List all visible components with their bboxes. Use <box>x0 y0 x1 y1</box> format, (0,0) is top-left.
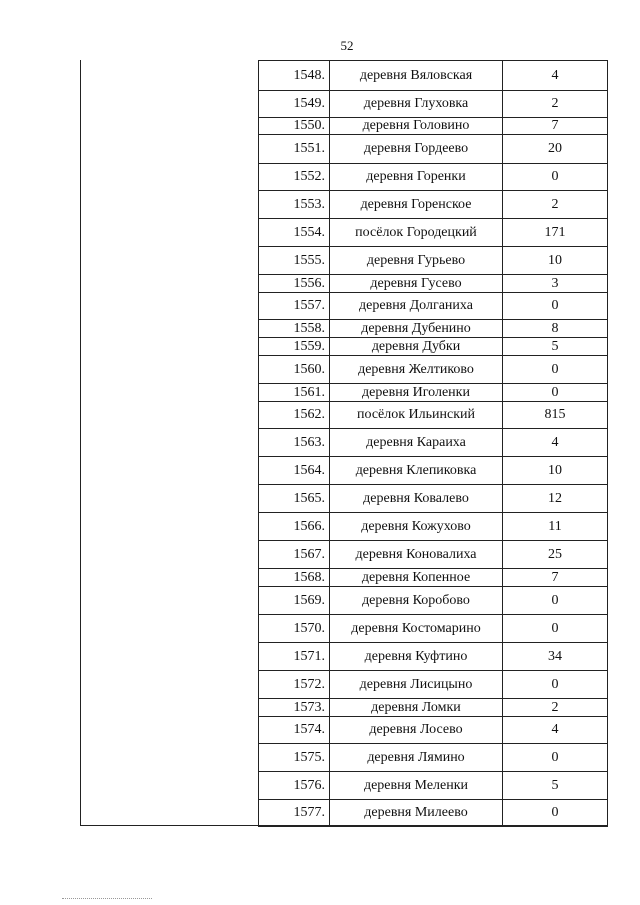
settlement-name: деревня Меленки <box>330 772 503 800</box>
row-number: 1573. <box>259 699 330 717</box>
table-row <box>259 356 608 384</box>
settlement-value: 2 <box>503 699 608 717</box>
settlement-name: деревня Кожухово <box>330 513 503 541</box>
settlement-name: посёлок Городецкий <box>330 219 503 247</box>
table-row <box>259 61 608 91</box>
settlement-value: 0 <box>503 800 608 827</box>
table-row <box>259 293 608 320</box>
settlement-value: 2 <box>503 91 608 118</box>
row-number: 1577. <box>259 800 330 827</box>
row-number: 1551. <box>259 135 330 164</box>
table-row <box>259 191 608 219</box>
settlement-value: 0 <box>503 671 608 699</box>
settlement-value: 7 <box>503 569 608 587</box>
table-row <box>259 320 608 338</box>
settlement-name: деревня Гордеево <box>330 135 503 164</box>
row-number: 1568. <box>259 569 330 587</box>
settlement-value: 0 <box>503 587 608 615</box>
settlement-value: 0 <box>503 615 608 643</box>
table-row <box>259 800 608 827</box>
settlement-value: 34 <box>503 643 608 671</box>
page-number: 52 <box>340 38 354 53</box>
row-number: 1549. <box>259 91 330 118</box>
settlement-value: 815 <box>503 402 608 429</box>
table-row <box>259 91 608 118</box>
settlement-name: посёлок Ильинский <box>330 402 503 429</box>
table-row <box>259 744 608 772</box>
table-row <box>259 219 608 247</box>
row-number: 1559. <box>259 338 330 356</box>
settlement-value: 0 <box>503 744 608 772</box>
row-number: 1557. <box>259 293 330 320</box>
settlement-name: деревня Гурьево <box>330 247 503 275</box>
settlement-value: 10 <box>503 247 608 275</box>
settlement-value: 25 <box>503 541 608 569</box>
settlement-value: 3 <box>503 275 608 293</box>
row-number: 1556. <box>259 275 330 293</box>
settlement-value: 8 <box>503 320 608 338</box>
settlement-name: деревня Вяловская <box>330 61 503 91</box>
row-number: 1554. <box>259 219 330 247</box>
table-row <box>259 699 608 717</box>
table-row <box>259 457 608 485</box>
table-row <box>259 402 608 429</box>
settlement-name: деревня Долганиха <box>330 293 503 320</box>
row-number: 1564. <box>259 457 330 485</box>
settlement-name: деревня Ковалево <box>330 485 503 513</box>
settlement-name: деревня Костомарино <box>330 615 503 643</box>
row-number: 1569. <box>259 587 330 615</box>
table-row <box>259 569 608 587</box>
settlement-value: 171 <box>503 219 608 247</box>
settlement-name: деревня Горенское <box>330 191 503 219</box>
settlement-value: 12 <box>503 485 608 513</box>
table-row <box>259 772 608 800</box>
row-number: 1550. <box>259 118 330 135</box>
row-number: 1574. <box>259 717 330 744</box>
settlement-value: 0 <box>503 164 608 191</box>
table-row <box>259 587 608 615</box>
settlement-value: 7 <box>503 118 608 135</box>
table-row <box>259 717 608 744</box>
table-row <box>259 247 608 275</box>
settlement-name: деревня Лисицыно <box>330 671 503 699</box>
settlement-name: деревня Гусево <box>330 275 503 293</box>
table-row <box>259 275 608 293</box>
table-row <box>259 485 608 513</box>
settlement-value: 0 <box>503 384 608 402</box>
settlement-name: деревня Желтиково <box>330 356 503 384</box>
row-number: 1562. <box>259 402 330 429</box>
row-number: 1555. <box>259 247 330 275</box>
settlement-value: 11 <box>503 513 608 541</box>
table-row <box>259 429 608 457</box>
settlement-value: 2 <box>503 191 608 219</box>
row-number: 1576. <box>259 772 330 800</box>
settlement-name: деревня Коробово <box>330 587 503 615</box>
row-number: 1566. <box>259 513 330 541</box>
row-number: 1565. <box>259 485 330 513</box>
settlement-value: 0 <box>503 293 608 320</box>
table-row <box>259 513 608 541</box>
settlement-name: деревня Глуховка <box>330 91 503 118</box>
settlement-value: 20 <box>503 135 608 164</box>
settlement-name: деревня Дубки <box>330 338 503 356</box>
table-row <box>259 164 608 191</box>
row-number: 1567. <box>259 541 330 569</box>
settlement-name: деревня Ломки <box>330 699 503 717</box>
settlement-value: 10 <box>503 457 608 485</box>
row-number: 1575. <box>259 744 330 772</box>
footer-mark <box>62 898 152 902</box>
table-row <box>259 118 608 135</box>
settlement-value: 4 <box>503 61 608 91</box>
settlement-name: деревня Караиха <box>330 429 503 457</box>
row-number: 1552. <box>259 164 330 191</box>
settlement-name: деревня Копенное <box>330 569 503 587</box>
settlement-value: 5 <box>503 338 608 356</box>
table-row <box>259 384 608 402</box>
settlement-name: деревня Дубенино <box>330 320 503 338</box>
row-number: 1558. <box>259 320 330 338</box>
row-number: 1560. <box>259 356 330 384</box>
settlement-value: 5 <box>503 772 608 800</box>
settlement-name: деревня Куфтино <box>330 643 503 671</box>
row-number: 1561. <box>259 384 330 402</box>
table-row <box>259 135 608 164</box>
settlement-value: 4 <box>503 429 608 457</box>
settlement-name: деревня Лосево <box>330 717 503 744</box>
settlement-value: 0 <box>503 356 608 384</box>
settlement-name: деревня Милеево <box>330 800 503 827</box>
table-row <box>259 338 608 356</box>
table-row <box>259 615 608 643</box>
row-number: 1563. <box>259 429 330 457</box>
row-number: 1553. <box>259 191 330 219</box>
settlement-name: деревня Головино <box>330 118 503 135</box>
settlement-name: деревня Иголенки <box>330 384 503 402</box>
table-row <box>259 541 608 569</box>
settlement-name: деревня Лямино <box>330 744 503 772</box>
row-number: 1570. <box>259 615 330 643</box>
settlement-name: деревня Клепиковка <box>330 457 503 485</box>
row-number: 1548. <box>259 61 330 91</box>
table-row <box>259 643 608 671</box>
table-body <box>259 61 608 827</box>
table-row <box>259 671 608 699</box>
settlements-table <box>258 60 608 827</box>
settlement-name: деревня Коновалиха <box>330 541 503 569</box>
settlement-name: деревня Горенки <box>330 164 503 191</box>
row-number: 1572. <box>259 671 330 699</box>
settlement-value: 4 <box>503 717 608 744</box>
row-number: 1571. <box>259 643 330 671</box>
